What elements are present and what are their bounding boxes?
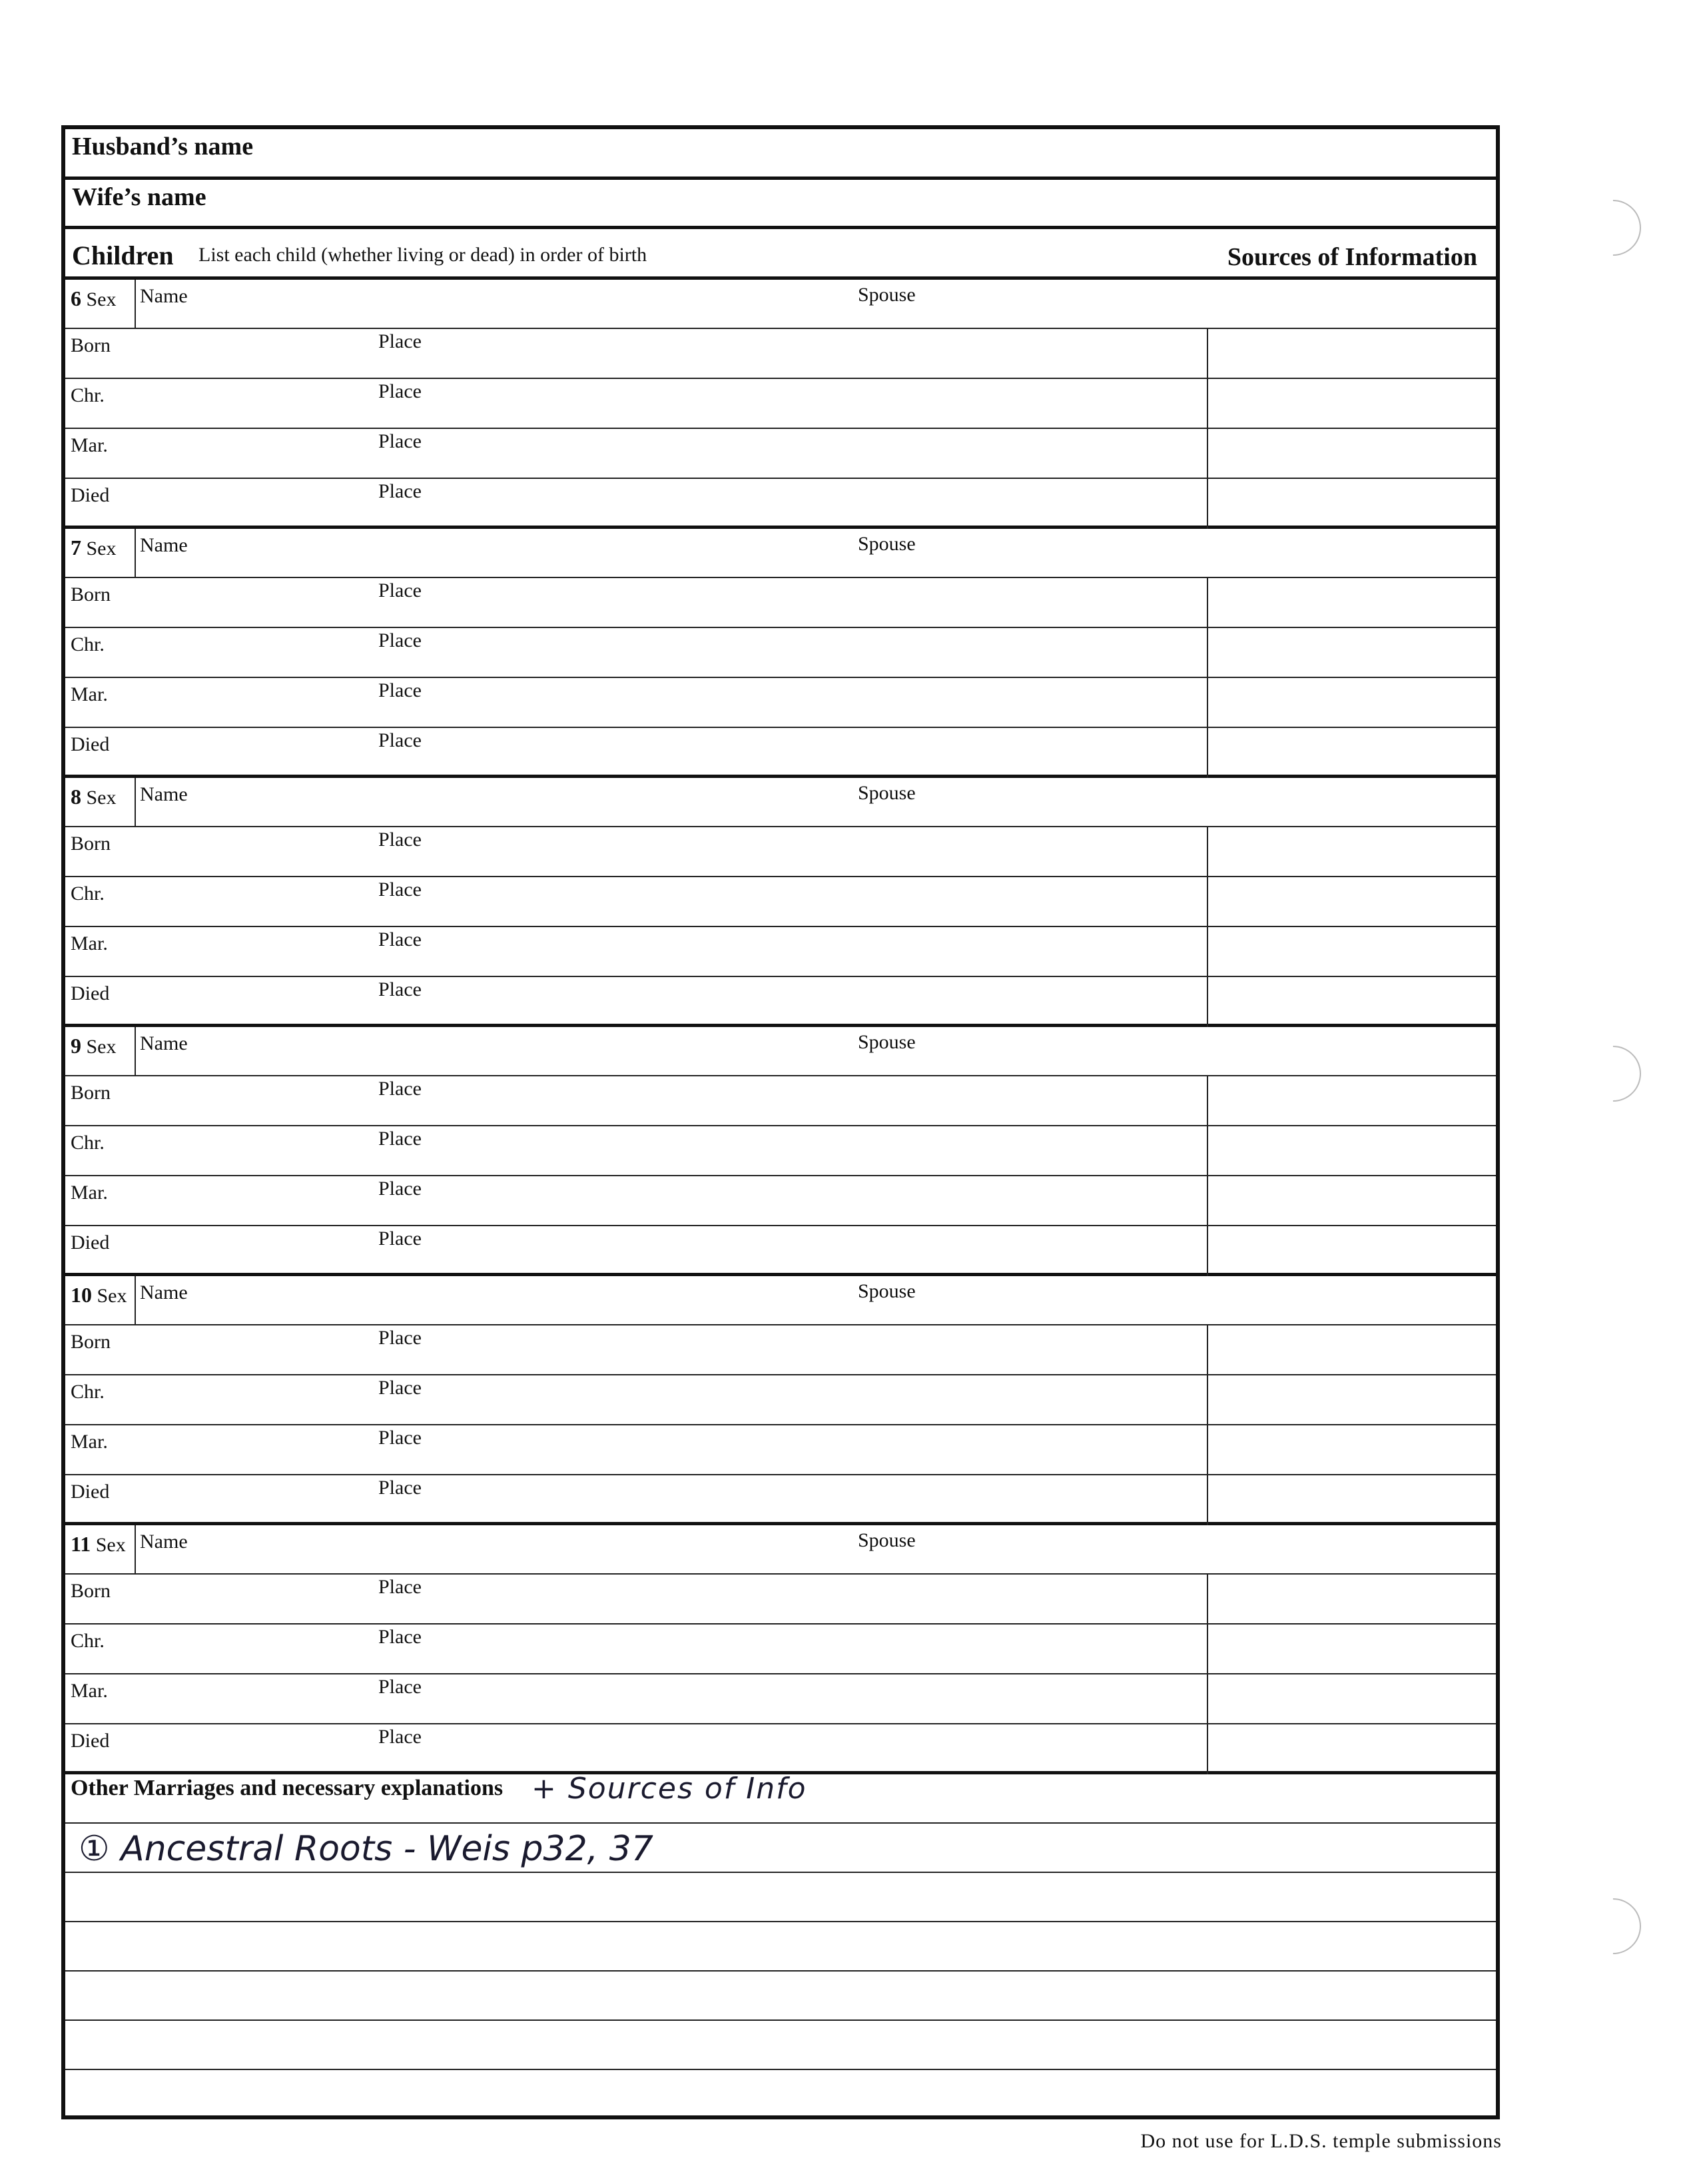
died-label: Died xyxy=(71,1730,110,1752)
mar-label: Mar. xyxy=(71,1680,108,1702)
place-label: Place xyxy=(378,879,422,901)
place-label: Place xyxy=(378,579,422,601)
children-note: List each child (whether living or dead) in order of birth xyxy=(198,244,647,266)
child-block xyxy=(65,529,1496,778)
place-label: Place xyxy=(378,679,422,701)
event-row-died[interactable] xyxy=(65,977,1496,1027)
died-label: Died xyxy=(71,484,110,506)
sex-label: Sex xyxy=(86,1036,117,1058)
spouse-label: Spouse xyxy=(858,284,916,306)
child-number-value: 10 xyxy=(71,1283,92,1307)
writing-line[interactable] xyxy=(65,2019,1496,2021)
sex-label: Sex xyxy=(86,288,117,310)
event-row-chr[interactable] xyxy=(65,1625,1496,1674)
event-row-died[interactable] xyxy=(65,1475,1496,1525)
child-name-row[interactable] xyxy=(65,529,1496,578)
child-number-value: 11 xyxy=(71,1532,91,1556)
child-block xyxy=(65,280,1496,529)
source-cell-divider xyxy=(1207,379,1208,428)
name-label: Name xyxy=(140,1032,188,1054)
children-title: Children xyxy=(72,240,174,270)
spouse-label: Spouse xyxy=(858,533,916,555)
name-label: Name xyxy=(140,285,188,307)
place-label: Place xyxy=(378,1327,422,1349)
child-name-row[interactable] xyxy=(65,1525,1496,1575)
chr-label: Chr. xyxy=(71,1132,105,1154)
writing-line[interactable] xyxy=(65,1921,1496,1922)
place-label: Place xyxy=(378,978,422,1000)
writing-line[interactable] xyxy=(65,1872,1496,1873)
sex-divider xyxy=(135,778,136,827)
place-label: Place xyxy=(378,1427,422,1449)
sex-divider xyxy=(135,529,136,578)
child-number xyxy=(71,785,117,809)
child-number-value: 9 xyxy=(71,1034,81,1058)
place-label: Place xyxy=(378,1377,422,1399)
source-cell-divider xyxy=(1207,1076,1208,1125)
source-cell-divider xyxy=(1207,1625,1208,1673)
place-label: Place xyxy=(378,1078,422,1100)
event-row-mar[interactable] xyxy=(65,1425,1496,1475)
sources-header: Sources of Information xyxy=(1227,243,1477,271)
source-cell-divider xyxy=(1207,628,1208,677)
source-cell-divider xyxy=(1207,927,1208,976)
event-row-died[interactable] xyxy=(65,1724,1496,1774)
born-label: Born xyxy=(71,833,111,855)
punch-hole-mark xyxy=(1574,188,1653,268)
event-row-mar[interactable] xyxy=(65,1176,1496,1226)
source-cell-divider xyxy=(1207,1575,1208,1623)
died-label: Died xyxy=(71,1232,110,1254)
event-row-chr[interactable] xyxy=(65,1375,1496,1425)
husband-row[interactable] xyxy=(65,129,1496,180)
source-cell-divider xyxy=(1207,1425,1208,1474)
child-name-row[interactable] xyxy=(65,1276,1496,1325)
child-number xyxy=(71,536,117,560)
place-label: Place xyxy=(378,1626,422,1648)
source-cell-divider xyxy=(1207,479,1208,529)
source-cell-divider xyxy=(1207,578,1208,627)
source-cell-divider xyxy=(1207,1176,1208,1225)
source-cell-divider xyxy=(1207,827,1208,876)
born-label: Born xyxy=(71,1580,111,1602)
source-cell-divider xyxy=(1207,1126,1208,1175)
place-label: Place xyxy=(378,729,422,751)
sex-divider xyxy=(135,1276,136,1325)
place-label: Place xyxy=(378,928,422,950)
child-name-row[interactable] xyxy=(65,778,1496,827)
place-label: Place xyxy=(378,1128,422,1150)
child-number xyxy=(71,286,117,311)
mar-label: Mar. xyxy=(71,683,108,705)
event-row-born[interactable] xyxy=(65,1575,1496,1625)
child-block xyxy=(65,1276,1496,1525)
event-row-born[interactable] xyxy=(65,1076,1496,1126)
place-label: Place xyxy=(378,1676,422,1698)
source-cell-divider xyxy=(1207,1724,1208,1774)
child-number xyxy=(71,1034,117,1058)
name-label: Name xyxy=(140,783,188,805)
event-row-chr[interactable] xyxy=(65,877,1496,927)
source-cell-divider xyxy=(1207,429,1208,478)
born-label: Born xyxy=(71,1331,111,1353)
name-label: Name xyxy=(140,1281,188,1303)
born-label: Born xyxy=(71,334,111,356)
place-label: Place xyxy=(378,330,422,352)
event-row-died[interactable] xyxy=(65,1226,1496,1276)
event-row-chr[interactable] xyxy=(65,628,1496,678)
mar-label: Mar. xyxy=(71,932,108,954)
event-row-died[interactable] xyxy=(65,479,1496,529)
source-cell-divider xyxy=(1207,329,1208,378)
event-row-mar[interactable] xyxy=(65,678,1496,728)
born-label: Born xyxy=(71,583,111,605)
chr-label: Chr. xyxy=(71,1381,105,1403)
source-cell-divider xyxy=(1207,1226,1208,1276)
handwritten-sources-note: + Sources of Info xyxy=(531,1772,807,1806)
child-name-row[interactable] xyxy=(65,280,1496,329)
spouse-label: Spouse xyxy=(858,1031,916,1053)
event-row-chr[interactable] xyxy=(65,379,1496,429)
event-row-born[interactable] xyxy=(65,578,1496,628)
writing-line[interactable] xyxy=(65,1822,1496,1824)
sex-divider xyxy=(135,1027,136,1076)
writing-line[interactable] xyxy=(65,2069,1496,2070)
sex-divider xyxy=(135,280,136,329)
mar-label: Mar. xyxy=(71,434,108,456)
writing-line[interactable] xyxy=(65,1970,1496,1972)
place-label: Place xyxy=(378,1477,422,1499)
source-cell-divider xyxy=(1207,728,1208,778)
source-cell-divider xyxy=(1207,877,1208,926)
event-row-born[interactable] xyxy=(65,1325,1496,1375)
sex-divider xyxy=(135,1525,136,1575)
place-label: Place xyxy=(378,380,422,402)
spouse-label: Spouse xyxy=(858,1280,916,1302)
child-number-value: 6 xyxy=(71,286,81,310)
source-cell-divider xyxy=(1207,1375,1208,1424)
place-label: Place xyxy=(378,829,422,851)
died-label: Died xyxy=(71,733,110,755)
child-number-value: 8 xyxy=(71,785,81,809)
sex-label: Sex xyxy=(97,1285,127,1307)
source-cell-divider xyxy=(1207,678,1208,727)
source-cell-divider xyxy=(1207,1674,1208,1723)
child-block xyxy=(65,778,1496,1027)
chr-label: Chr. xyxy=(71,384,105,406)
born-label: Born xyxy=(71,1082,111,1104)
mar-label: Mar. xyxy=(71,1431,108,1453)
spouse-label: Spouse xyxy=(858,782,916,804)
chr-label: Chr. xyxy=(71,883,105,905)
source-cell-divider xyxy=(1207,1325,1208,1374)
husband-label: Husband’s name xyxy=(72,133,254,161)
mar-label: Mar. xyxy=(71,1182,108,1204)
event-row-mar[interactable] xyxy=(65,429,1496,479)
child-block xyxy=(65,1027,1496,1276)
event-row-died[interactable] xyxy=(65,728,1496,778)
child-number xyxy=(71,1532,126,1557)
name-label: Name xyxy=(140,1531,188,1553)
place-label: Place xyxy=(378,1726,422,1748)
chr-label: Chr. xyxy=(71,633,105,655)
child-block xyxy=(65,1525,1496,1774)
footer-note: Do not use for L.D.S. temple submissions xyxy=(1140,2130,1502,2152)
handwritten-source-entry: ① Ancestral Roots - Weis p32, 37 xyxy=(79,1829,653,1869)
source-cell-divider xyxy=(1207,977,1208,1027)
sex-label: Sex xyxy=(86,538,117,559)
name-label: Name xyxy=(140,534,188,556)
source-cell-divider xyxy=(1207,1475,1208,1525)
place-label: Place xyxy=(378,430,422,452)
punch-hole-mark xyxy=(1574,1887,1653,1966)
place-label: Place xyxy=(378,1228,422,1250)
child-name-row[interactable] xyxy=(65,1027,1496,1076)
event-row-born[interactable] xyxy=(65,827,1496,877)
wife-label: Wife’s name xyxy=(72,183,206,211)
sex-label: Sex xyxy=(95,1534,126,1556)
place-label: Place xyxy=(378,1178,422,1200)
other-marriages-label: Other Marriages and necessary explanations xyxy=(71,1776,504,1800)
event-row-born[interactable] xyxy=(65,329,1496,379)
sex-label: Sex xyxy=(86,787,117,809)
event-row-mar[interactable] xyxy=(65,1674,1496,1724)
family-group-form xyxy=(61,125,1500,2119)
place-label: Place xyxy=(378,1576,422,1598)
child-number xyxy=(71,1283,127,1307)
died-label: Died xyxy=(71,982,110,1004)
wife-row[interactable] xyxy=(65,180,1496,229)
died-label: Died xyxy=(71,1481,110,1503)
event-row-chr[interactable] xyxy=(65,1126,1496,1176)
event-row-mar[interactable] xyxy=(65,927,1496,977)
other-marriages-section xyxy=(65,1774,1496,2115)
child-number-value: 7 xyxy=(71,536,81,559)
spouse-label: Spouse xyxy=(858,1529,916,1551)
place-label: Place xyxy=(378,480,422,502)
chr-label: Chr. xyxy=(71,1630,105,1652)
punch-hole-mark xyxy=(1574,1034,1653,1114)
children-header xyxy=(65,229,1496,280)
place-label: Place xyxy=(378,629,422,651)
